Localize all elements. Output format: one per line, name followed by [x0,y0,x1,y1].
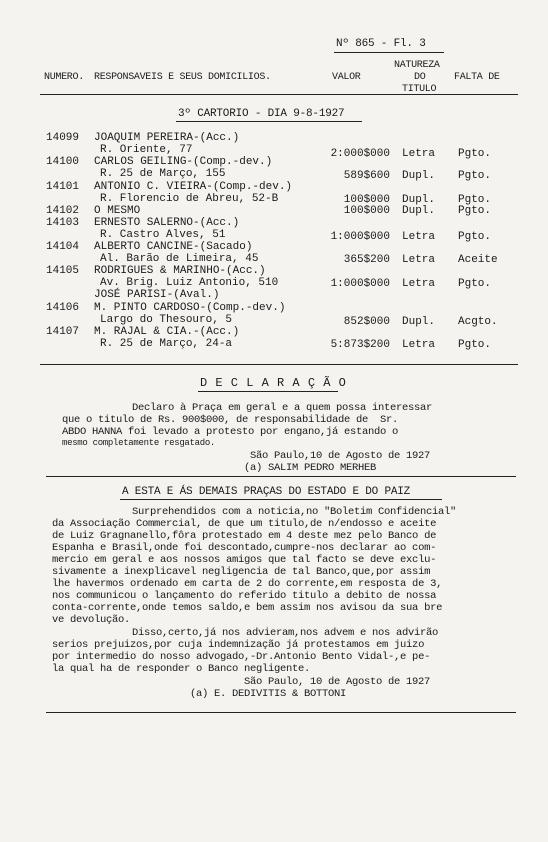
section-title: 3º CARTORIO - DIA 9-8-1927 [178,108,345,120]
row-valor: 100$000 [343,194,390,206]
row-falta: Aceite [458,254,498,266]
row-natureza: Letra [402,278,436,290]
row-name: M. PINTO CARDOSO-(Comp.-dev.) [94,302,286,314]
col-header-natureza-1: NATUREZA [394,60,440,71]
row-name: JOSÉ PARISI-(Aval.) [94,289,220,301]
carta-line: Disso,certo,já nos advieram,nos advem e nos advirão [132,627,439,639]
carta-line: mercio em geral e aos nossos amigos que tal facto se deve exclu- [52,554,437,566]
row-falta: Pgto. [458,170,492,182]
table-bottom-rule [40,364,518,365]
row-valor: 1:000$000 [330,278,390,290]
row-number: 14103 [46,217,80,229]
row-name: O MESMO [94,205,141,217]
carta-title: A ESTA E ÁS DEMAIS PRAÇAS DO ESTADO E DO PAIZ [122,486,411,498]
row-name: RODRIGUES & MARINHO-(Acc.) [94,265,266,277]
carta-line: la qual ha de responder o Banco negligente. [52,663,311,675]
declaracao-line: mesmo completamente resgatado. [62,438,216,448]
carta-line: da Associação Commercial, de que um titulo,de n/endosso e aceite [52,518,437,530]
section-title-underline [176,121,362,122]
row-name: ALBERTO CANCINE-(Sacado) [94,241,253,253]
row-falta: Acgto. [458,316,498,328]
row-number: 14101 [46,181,80,193]
row-address: R. Florencio de Abreu, 52-B [100,193,279,205]
row-number: 14106 [46,302,80,314]
row-address: Av. Brig. Luiz Antonio, 510 [100,277,279,289]
carta-place-date: São Paulo, 10 de Agosto de 1927 [244,676,431,688]
row-address: Largo do Thesouro, 5 [100,314,233,326]
header-rule [40,94,518,95]
row-number: 14104 [46,241,80,253]
row-natureza: Letra [402,231,436,243]
row-natureza: Letra [402,148,436,160]
col-header-numero: NUMERO. [44,72,84,83]
row-number: 14102 [46,205,80,217]
row-falta: Pgto. [458,148,492,160]
carta-line: por intermedio do nosso advogado,-Dr.Antonio Bento Vidal-,e pe- [52,651,431,663]
declaracao-title: D E C L A R A Ç Ã O [200,376,347,390]
row-name: M. RAJAL & CIA.-(Acc.) [94,326,240,338]
row-valor: 5:873$200 [330,339,390,351]
row-natureza: Letra [402,254,436,266]
carta-signature: (a) E. DEDIVITIS & BOTTONI [190,688,347,700]
declaracao-line: que o titulo de Rs. 900$000, de responsabilidade de Sr. [62,414,399,426]
row-name: ERNESTO SALERNO-(Acc.) [94,217,240,229]
row-number: 14105 [46,265,80,277]
carta-line: de Luiz Gragnanello,fôra protestado em 4 deste mez pelo Banco de [52,530,437,542]
row-number: 14100 [46,156,80,168]
row-natureza: Dupl. [402,205,436,217]
bottom-rule [46,712,516,713]
row-valor: 2:000$000 [330,148,390,160]
row-address: R. Castro Alves, 51 [100,229,226,241]
row-address: Al. Barão de Limeira, 45 [100,253,259,265]
row-address: R. 25 de Março, 155 [100,168,226,180]
declaracao-line: ABDO HANNA foi levado a protesto por engano,já estando o [62,426,399,438]
carta-line: serios prejuizos,por cuja indemnização já protestamos em juizo [52,639,425,651]
carta-line: conta-corrente,onde temos saldo,e bem assim nos avisou da sua bre [52,602,443,614]
row-name: JOAQUIM PEREIRA-(Acc.) [94,132,240,144]
carta-line: nos communicou o lançamento do referido titulo a debito de nossa [52,590,437,602]
carta-line: Surprehendidos com a noticia,no "Boletim Confidencial" [132,506,457,518]
row-name: CARLOS GEILING-(Comp.-dev.) [94,156,273,168]
declaracao-line: Declaro à Praça em geral e a quem possa interessar [132,402,433,414]
page-reference: Nº 865 - Fl. 3 [336,38,426,50]
col-header-natureza-2: DO [414,72,426,83]
section-divider-rule [46,476,516,477]
declaracao-place-date: São Paulo,10 de Agosto de 1927 [250,450,431,462]
row-valor: 852$000 [343,316,390,328]
page-reference-underline [334,52,444,53]
declaracao-signature: (a) SALIM PEDRO MERHEB [244,462,377,474]
row-valor: 100$000 [343,205,390,217]
col-header-falta: FALTA DE [454,72,500,83]
row-natureza: Dupl. [402,194,436,206]
col-header-valor: VALOR [332,72,361,83]
row-valor: 589$600 [343,170,390,182]
row-number: 14099 [46,132,80,144]
row-falta: Pgto. [458,339,492,351]
carta-line: ve devolução. [52,614,131,626]
col-header-responsaveis: RESPONSAVEIS E SEUS DOMICILIOS. [94,72,271,83]
row-address: R. 25 de Março, 24-a [100,338,233,350]
carta-title-underline [120,499,442,500]
row-falta: Pgto. [458,194,492,206]
row-falta: Pgto. [458,205,492,217]
carta-line: lhe havermos ordenado em carta de 2 do corrente,em resposta de 3, [52,578,443,590]
row-name: ANTONIO C. VIEIRA-(Comp.-dev.) [94,181,293,193]
declaracao-title-underline [198,391,338,392]
row-falta: Pgto. [458,278,492,290]
row-natureza: Dupl. [402,316,436,328]
row-number: 14107 [46,326,80,338]
carta-line: sivamente a inexplicavel negligencia de tal Banco,que,por assim [52,566,431,578]
row-valor: 1:000$000 [330,231,390,243]
row-valor: 365$200 [343,254,390,266]
row-natureza: Letra [402,339,436,351]
row-natureza: Dupl. [402,170,436,182]
row-falta: Pgto. [458,231,492,243]
col-header-natureza-3: TITULO [402,84,437,95]
carta-line: Espanha e Brasil,onde foi descontado,cumpre-nos declarar ao com- [52,542,437,554]
row-address: R. Oriente, 77 [100,144,193,156]
